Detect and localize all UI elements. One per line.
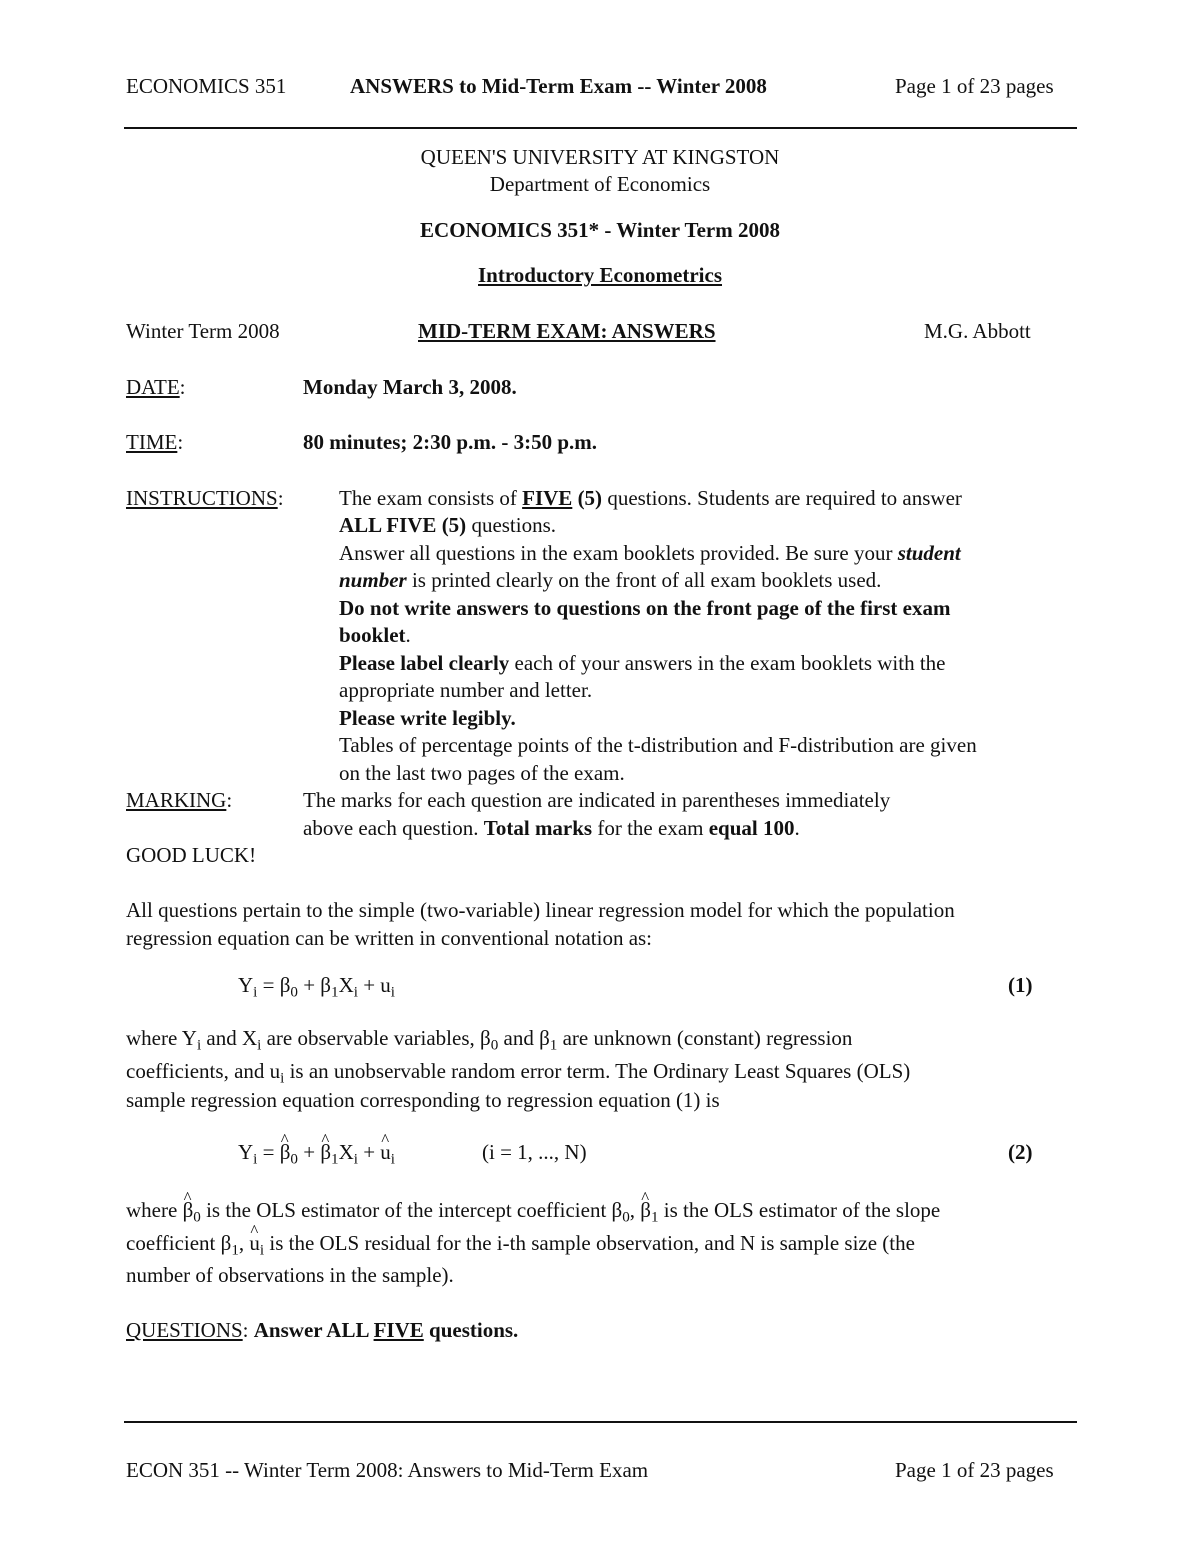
para2-line-3: sample regression equation corresponding to regression equation (1) is: [126, 1088, 720, 1112]
intro-line-1: All questions pertain to the simple (two-variable) linear regression model for which the population: [126, 898, 955, 922]
equation-1: $Y_i = \beta_0 + \beta_1X_i + u_i$: [238, 973, 395, 1001]
instructions-line: Tables of percentage points of the t-distribution and F-distribution are given: [339, 733, 977, 757]
department-name: Department of Economics: [489, 172, 711, 196]
para3-line-3: number of observations in the sample).: [126, 1263, 454, 1287]
instructions-line: number is printed clearly on the front of all exam booklets used.: [339, 568, 882, 592]
para3-line-1: where ^ $\beta_0$ is the OLS estimator of the intercept coefficient $\beta_0$, ^ $\beta_1$ is the OLS estimator of the slope: [126, 1198, 940, 1223]
para2-line-2: coefficients, and $u_i$ is an unobservable random error term. The Ordinary Least Squares (OLS): [126, 1059, 911, 1087]
footer-rule: [124, 1421, 1077, 1423]
instructions-line: on the last two pages of the exam.: [339, 761, 625, 785]
questions-heading: QUESTIONS: Answer ALL FIVE questions.: [126, 1318, 519, 1342]
time-value: 80 minutes; 2:30 p.m. - 3:50 p.m.: [303, 430, 597, 454]
header-rule: [124, 127, 1077, 129]
time-label: TIME:: [126, 430, 184, 454]
date-value: Monday March 3, 2008.: [303, 375, 517, 399]
instructions-line: Please label clearly each of your answers in the exam booklets with the: [339, 651, 946, 675]
subject-title: Introductory Econometrics: [478, 263, 722, 287]
instructor-name: M.G. Abbott: [924, 319, 1031, 343]
term-label: Winter Term 2008: [126, 319, 280, 343]
instructions-line: Please write legibly.: [339, 706, 516, 730]
good-luck: GOOD LUCK!: [126, 843, 257, 867]
instructions-line: ALL FIVE (5) questions.: [339, 513, 557, 537]
header-title: ANSWERS to Mid-Term Exam -- Winter 2008: [350, 74, 767, 98]
instructions-line: appropriate number and letter.: [339, 678, 593, 702]
university-name: QUEEN'S UNIVERSITY AT KINGSTON: [420, 145, 780, 169]
date-label: DATE:: [126, 375, 186, 399]
footer-page-number: Page 1 of 23 pages: [895, 1458, 1054, 1482]
equation-2: $Y_i$ = ^ $\beta_0$ + ^ $\beta_1X_i$ + ^ $u_i$: [238, 1140, 395, 1165]
marking-line-2: above each question. Total marks for the exam equal 100.: [303, 816, 800, 840]
marking-line-1: The marks for each question are indicated in parentheses immediately: [303, 788, 891, 812]
para2-line-1: where $Y_i$ and $X_i$ are observable variables, $\beta_0$ and $\beta_1$ are unknown (constant) regression: [126, 1026, 853, 1054]
header-page-number: Page 1 of 23 pages: [895, 74, 1054, 98]
instructions-line: booklet.: [339, 623, 411, 647]
header-course: ECONOMICS 351: [126, 74, 287, 98]
footer-title: ECON 351 -- Winter Term 2008: Answers to Mid-Term Exam: [126, 1458, 649, 1482]
instructions-line: The exam consists of FIVE (5) questions. Students are required to answer: [339, 486, 962, 510]
equation-2-number: (2): [1008, 1140, 1033, 1164]
equation-1-number: (1): [1008, 973, 1033, 997]
instructions-label: INSTRUCTIONS:: [126, 486, 284, 510]
course-title: ECONOMICS 351* - Winter Term 2008: [420, 218, 780, 242]
intro-line-2: regression equation can be written in conventional notation as:: [126, 926, 653, 950]
instructions-line: Do not write answers to questions on the front page of the first exam: [339, 596, 951, 620]
exam-title: MID-TERM EXAM: ANSWERS: [418, 319, 716, 343]
marking-label: MARKING:: [126, 788, 233, 812]
instructions-line: Answer all questions in the exam booklets provided. Be sure your student: [339, 541, 961, 565]
para3-line-2: coefficient $\beta_1$, ^ $u_i$ is the OLS residual for the i-th sample observation, and N is sample size (the: [126, 1231, 915, 1256]
equation-2-range: (i = 1, ..., N): [482, 1140, 587, 1164]
